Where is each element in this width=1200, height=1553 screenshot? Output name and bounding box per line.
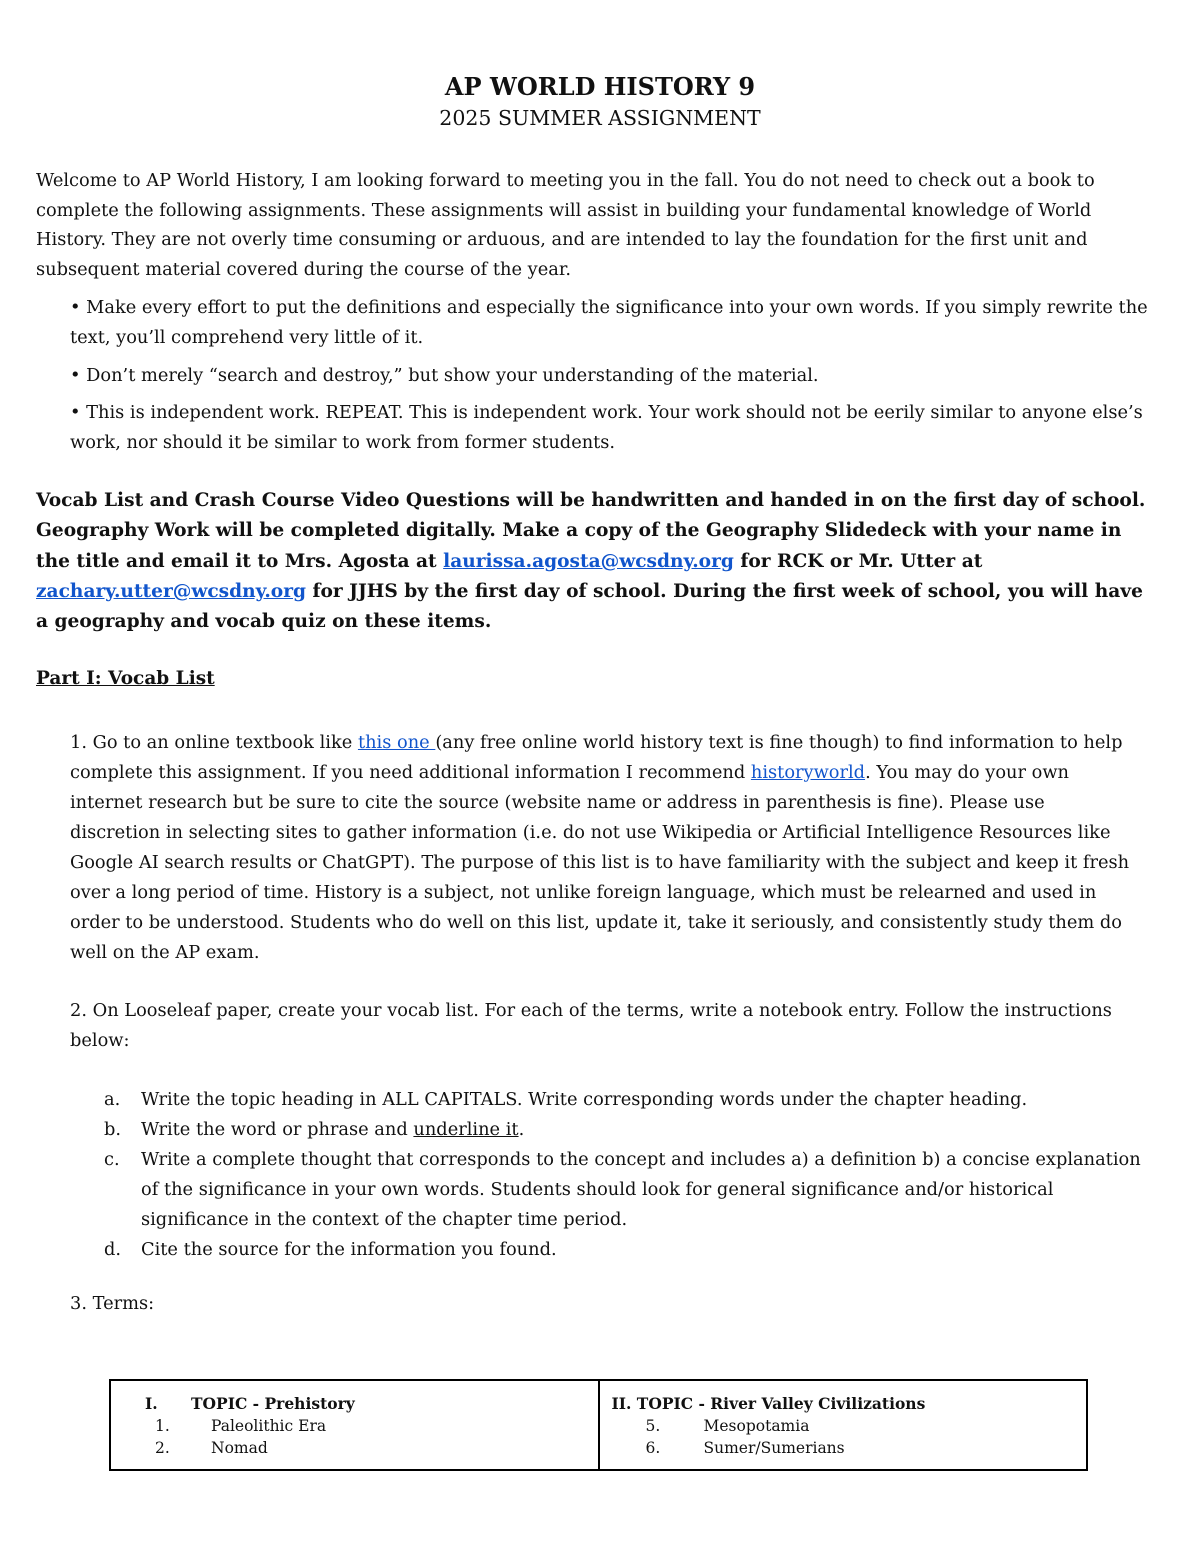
bullet-text: • Make every effort to put the definitions and especially the significance into your own words. If you simply rewrite the text, you’ll comprehend very little of it. bbox=[70, 297, 1148, 348]
step3-label: 3. Terms: bbox=[70, 1293, 155, 1314]
instruction-list bbox=[104, 1085, 1144, 1265]
list-text: Cite the source for the information you found. bbox=[141, 1239, 557, 1260]
topic-heading: II. TOPIC - River Valley Civilizations bbox=[611, 1394, 926, 1413]
term-row bbox=[612, 1415, 1075, 1437]
list-marker: d. bbox=[104, 1239, 122, 1260]
term-name: Nomad bbox=[211, 1439, 268, 1457]
step2-paragraph: 2. On Looseleaf paper, create your vocab list. For each of the terms, write a notebook entry. Follow the instructions below: bbox=[70, 1000, 1112, 1051]
term-number: 1. bbox=[155, 1417, 170, 1435]
list-text: Write a complete thought that corresponds to the concept and includes a) a definition b) a concise explanation of the significance in your own words. Students should look for general significance and/or historical significance in the context of the chapter time period. bbox=[141, 1149, 1141, 1230]
part1-heading: Part I: Vocab List bbox=[36, 668, 215, 689]
term-number: 5. bbox=[645, 1417, 661, 1435]
term-name: Sumer/Sumerians bbox=[703, 1439, 845, 1457]
historyworld-link[interactable]: historyworld bbox=[750, 762, 866, 783]
list-marker: b. bbox=[104, 1119, 122, 1140]
bullet-text: • Don’t merely “search and destroy,” but show your understanding of the material. bbox=[70, 365, 819, 386]
bullet-text: • This is independent work. REPEAT. This is independent work. Your work should not be eerily similar to anyone else’s work, nor should it be similar to work from former students. bbox=[70, 402, 1143, 453]
term-name: Mesopotamia bbox=[703, 1417, 810, 1435]
term-name: Paleolithic Era bbox=[211, 1417, 327, 1435]
instructions-text: for JJHS by the first day of school. During the first week of school, you will have a geography and vocab quiz on these items. bbox=[36, 580, 1143, 633]
terms-column-river-valley bbox=[598, 1381, 1087, 1469]
topic-number: I. bbox=[145, 1394, 158, 1413]
topic-title: TOPIC - Prehistory bbox=[191, 1394, 355, 1413]
terms-table bbox=[109, 1379, 1088, 1471]
list-marker: c. bbox=[104, 1149, 120, 1170]
document-title: AP WORLD HISTORY 9 bbox=[444, 72, 756, 101]
submission-instructions bbox=[36, 486, 1156, 637]
term-number: 6. bbox=[645, 1439, 661, 1457]
term-number: 2. bbox=[155, 1439, 170, 1457]
intro-paragraph: Welcome to AP World History, I am looking forward to meeting you in the fall. You do not need to check out a book to complete the following assignments. These assignments will assist in building your fundamental knowledge of World History. They are not overly time consuming or arduous, and are intended to lay the foundation for the first unit and subsequent material covered during the course of the year. bbox=[36, 170, 1095, 280]
document-subtitle: 2025 SUMMER ASSIGNMENT bbox=[439, 106, 761, 130]
term-row bbox=[123, 1437, 586, 1459]
instructions-text: Vocab List and Crash Course Video Questions will be handwritten and handed in on the first day of school. Geography Work will be completed digitally. Make a copy of the Geography Slidedeck with your name in the title and email it to Mrs. Agosta at bbox=[36, 490, 1146, 572]
list-text: Write the topic heading in ALL CAPITALS. Write corresponding words under the chapter heading. bbox=[141, 1089, 1028, 1110]
topic-heading bbox=[123, 1393, 586, 1415]
bullet-independent-work bbox=[70, 398, 1170, 458]
step1-text: (any free online world history text is fine though) to find information to help complete this assignment. If you need additional information I recommend bbox=[70, 732, 1123, 783]
textbook-link[interactable]: this one bbox=[357, 732, 436, 753]
underlined-text: underline it bbox=[413, 1119, 519, 1140]
step1-text: . You may do your own internet research but be sure to cite the source (website name or address in parenthesis is fine). Please use discretion in selecting sites to gather information (i.e. do not use Wikipedia or Artificial Intelligence Resources like Google AI search results or ChatGPT). The purpose of this list is to have familiarity with the subject and keep it fresh over a long period of time. History is a subject, not unlike foreign language, which must be relearned and used in order to be understood. Students who do well on this list, update it, take it seriously, and consistently study them do well on the AP exam. bbox=[70, 762, 1130, 963]
list-item bbox=[104, 1145, 1144, 1235]
list-item bbox=[104, 1115, 1144, 1145]
bullet-own-words bbox=[70, 293, 1170, 353]
email-link-agosta[interactable]: laurissa.agosta@wcsdny.org bbox=[443, 550, 734, 572]
step1-paragraph bbox=[70, 728, 1130, 968]
list-item bbox=[104, 1235, 1144, 1265]
instructions-text: for RCK or Mr. Utter at bbox=[733, 550, 983, 572]
list-text-part: Write the word or phrase and bbox=[141, 1119, 414, 1140]
email-link-utter[interactable]: zachary.utter@wcsdny.org bbox=[36, 580, 307, 602]
list-marker: a. bbox=[104, 1089, 121, 1110]
list-item bbox=[104, 1085, 1144, 1115]
term-row bbox=[123, 1415, 586, 1437]
terms-column-prehistory bbox=[111, 1381, 598, 1469]
term-row bbox=[612, 1437, 1075, 1459]
step1-text: 1. Go to an online textbook like bbox=[70, 732, 358, 753]
list-text bbox=[141, 1115, 1144, 1145]
bullet-understanding bbox=[70, 361, 1170, 391]
list-text-part: . bbox=[518, 1119, 525, 1140]
